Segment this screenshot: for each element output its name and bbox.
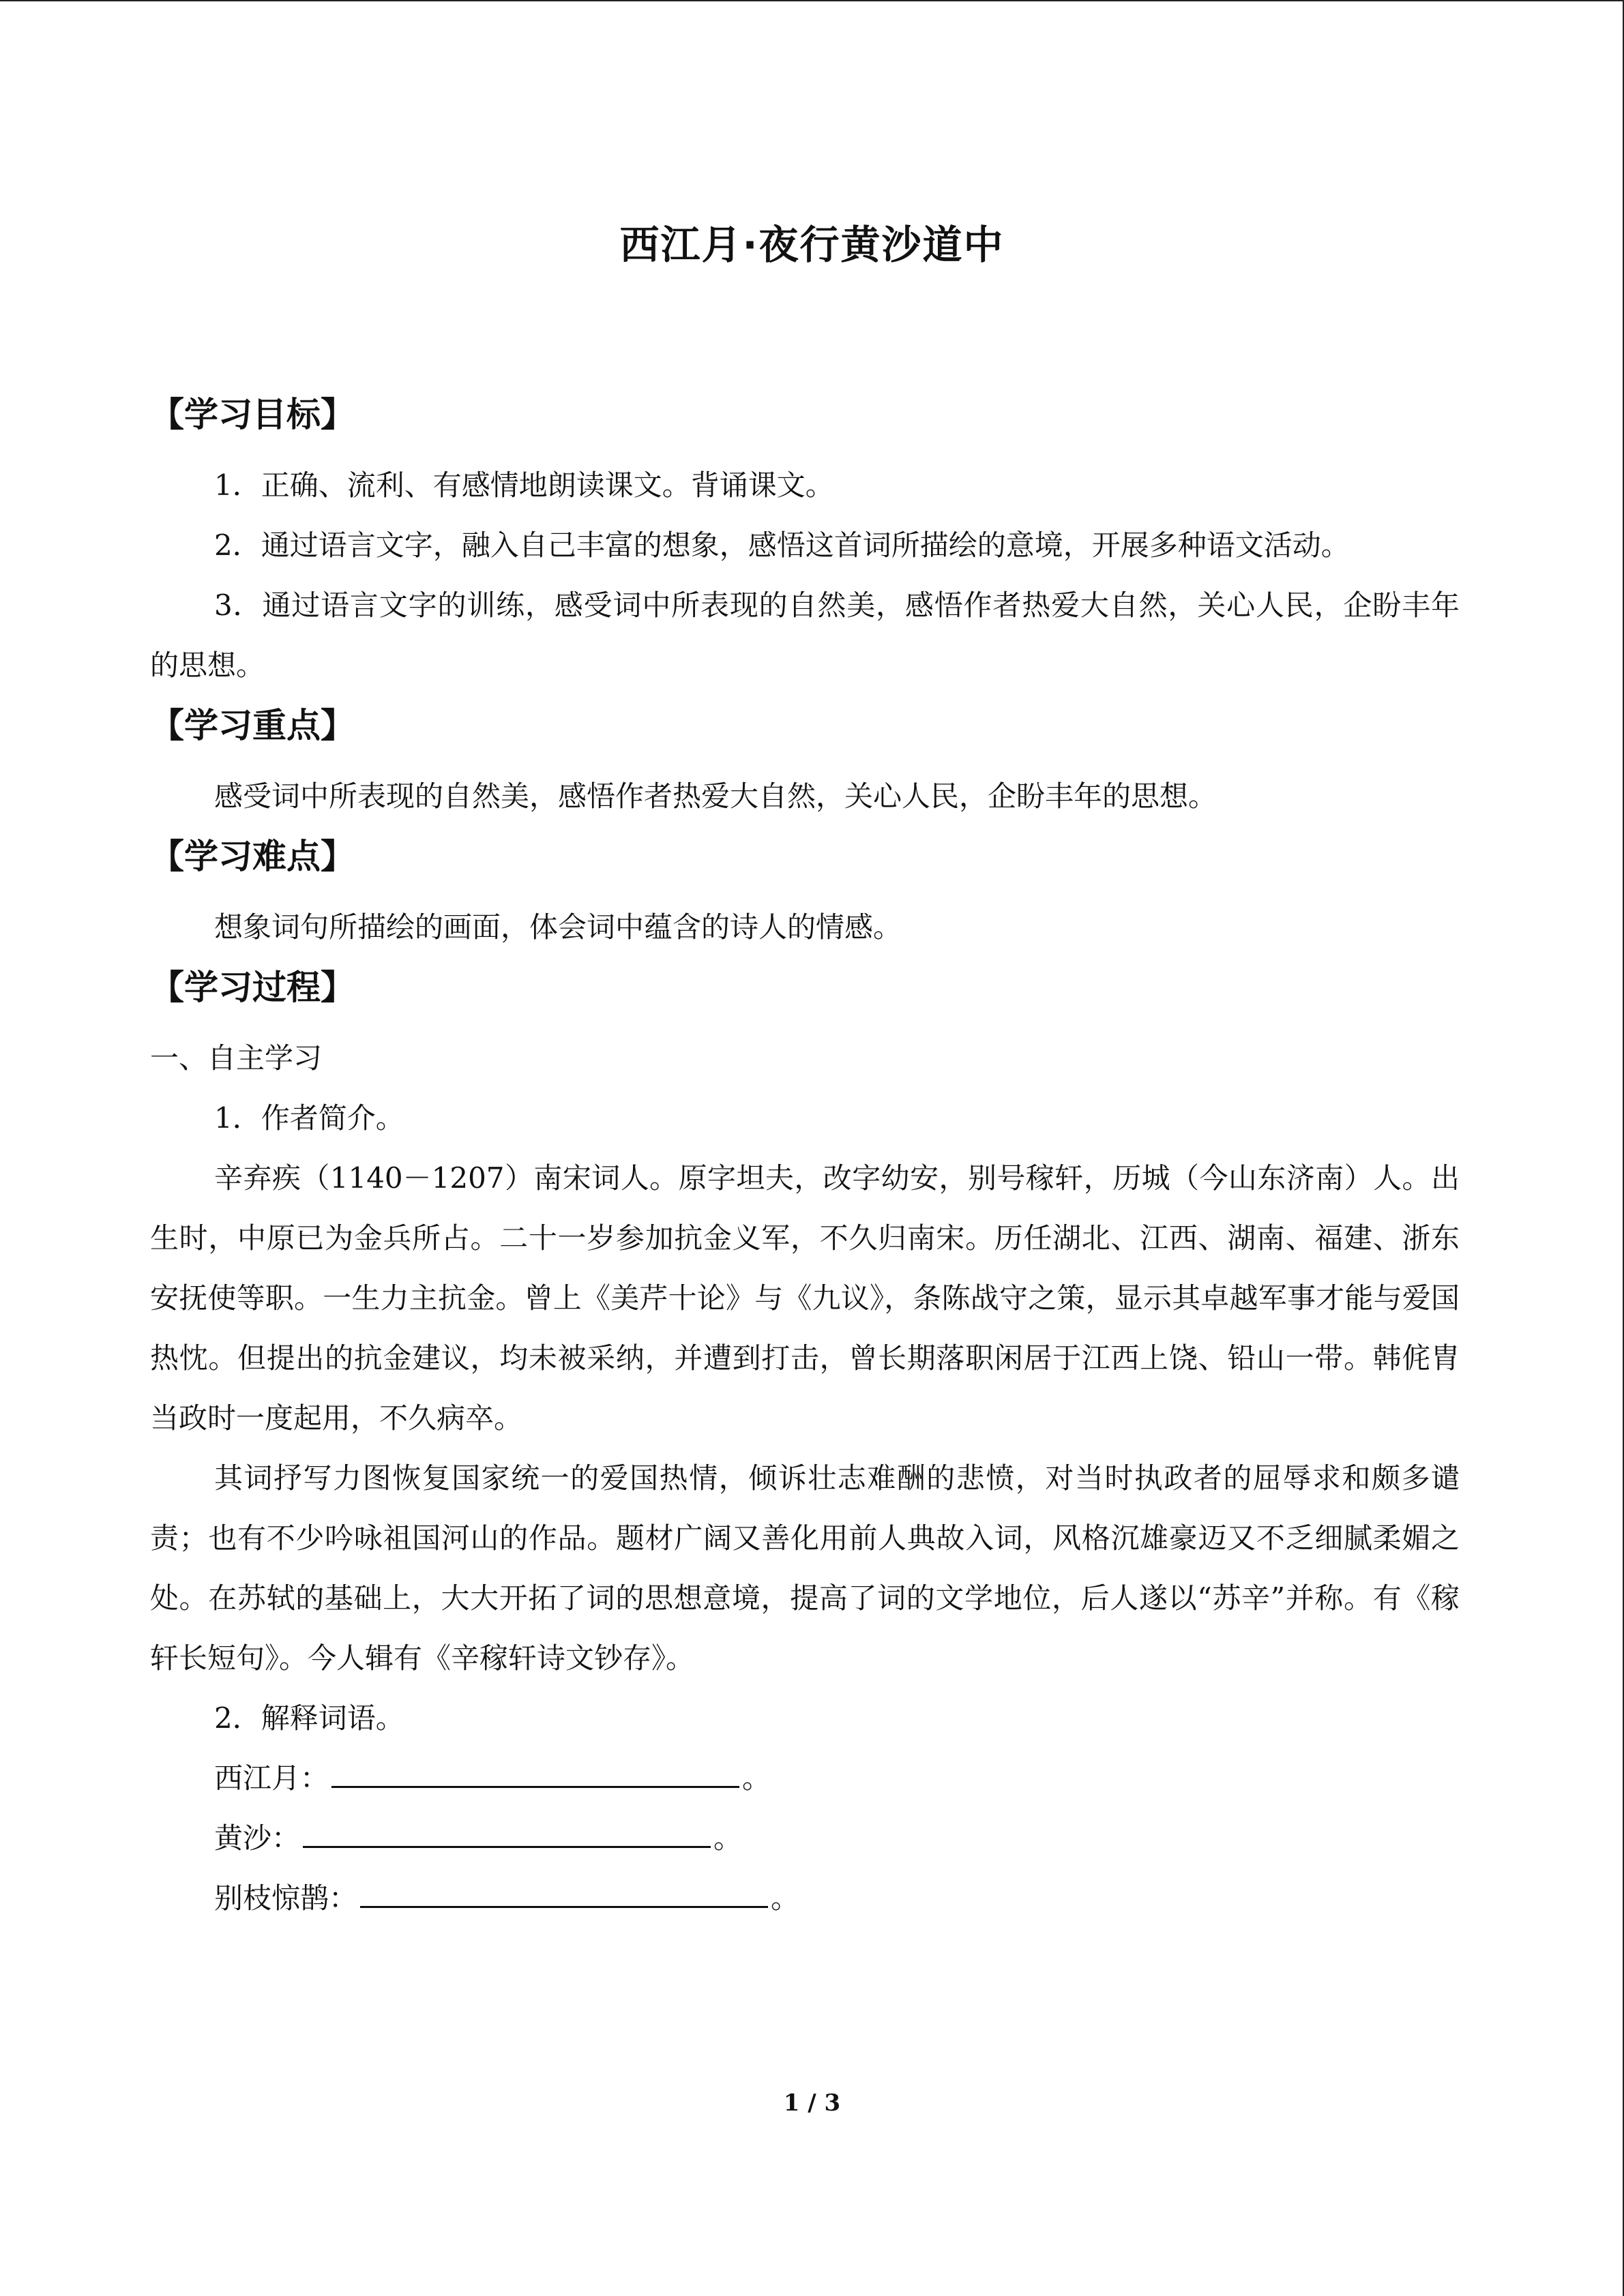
term-row	[150, 1868, 1460, 1928]
goal-item-1: 1．正确、流利、有感情地朗读课文。背诵课文。	[214, 468, 834, 502]
author-bio-paragraph-2: 其词抒写力图恢复国家统一的爱国热情，倾诉壮志难酬的悲愤，对当时执政者的屈辱求和颇多谴责；也有不少吟咏祖国河山的作品。题材广阔又善化用前人典故入词，风格沉雄豪迈又不乏细腻柔媚之处。在苏轼的基础上，大大开拓了词的思想意境，提高了词的文学地位，后人遂以“苏辛”并称。有《稼轩长短句》。今人辑有《辛稼轩诗文钞存》。	[150, 1461, 1460, 1675]
keypoints-text: 感受词中所表现的自然美，感悟作者热爱大自然，关心人民，企盼丰年的思想。	[214, 779, 1217, 813]
author-bio-paragraph-1: 辛弃疾（1140－1207）南宋词人。原字坦夫，改字幼安，别号稼轩，历城（今山东济南）人。出生时，中原已为金兵所占。二十一岁参加抗金义军，不久归南宋。历任湖北、江西、湖南、福建、浙东安抚使等职。一生力主抗金。曾上《美芹十论》与《九议》，条陈战守之策，显示其卓越军事才能与爱国热忱。但提出的抗金建议，均未被采纳，并遭到打击，曾长期落职闲居于江西上饶、铅山一带。韩侂胄当政时一度起用，不久病卒。	[150, 1161, 1460, 1435]
term-label: 别枝惊鹊：	[214, 1881, 358, 1915]
goal-item-3: 3．通过语言文字的训练，感受词中所表现的自然美，感悟作者热爱大自然，关心人民，企盼丰年的思想。	[150, 588, 1460, 682]
section-heading-goals: 【学习目标】	[150, 395, 355, 434]
term-row	[150, 1808, 1460, 1868]
answer-blank[interactable]	[360, 1872, 768, 1908]
term-label: 黄沙：	[214, 1821, 301, 1855]
document-title: 西江月·夜行黄沙道中	[619, 222, 1005, 268]
document-body	[150, 385, 1460, 1928]
section-heading-process: 【学习过程】	[150, 968, 355, 1007]
item1-title: 1．作者简介。	[214, 1101, 404, 1135]
answer-blank[interactable]	[331, 1752, 739, 1788]
section-heading-difficulties: 【学习难点】	[150, 837, 355, 876]
term-label: 西江月：	[214, 1761, 329, 1795]
goal-item-2: 2．通过语言文字，融入自己丰富的想象，感悟这首词所描绘的意境，开展多种语文活动。	[214, 528, 1350, 562]
term-end-punct: 。	[771, 1881, 800, 1915]
answer-blank[interactable]	[303, 1812, 711, 1848]
difficulties-text: 想象词句所描绘的画面，体会词中蕴含的诗人的情感。	[214, 910, 902, 944]
term-row	[150, 1748, 1460, 1808]
section-heading-keypoints: 【学习重点】	[150, 706, 355, 745]
term-end-punct: 。	[713, 1821, 743, 1855]
term-end-punct: 。	[742, 1761, 771, 1795]
item2-title: 2．解释词语。	[214, 1701, 404, 1735]
page-number: 1 / 3	[783, 2089, 841, 2117]
part1-title: 一、自主学习	[150, 1041, 323, 1075]
